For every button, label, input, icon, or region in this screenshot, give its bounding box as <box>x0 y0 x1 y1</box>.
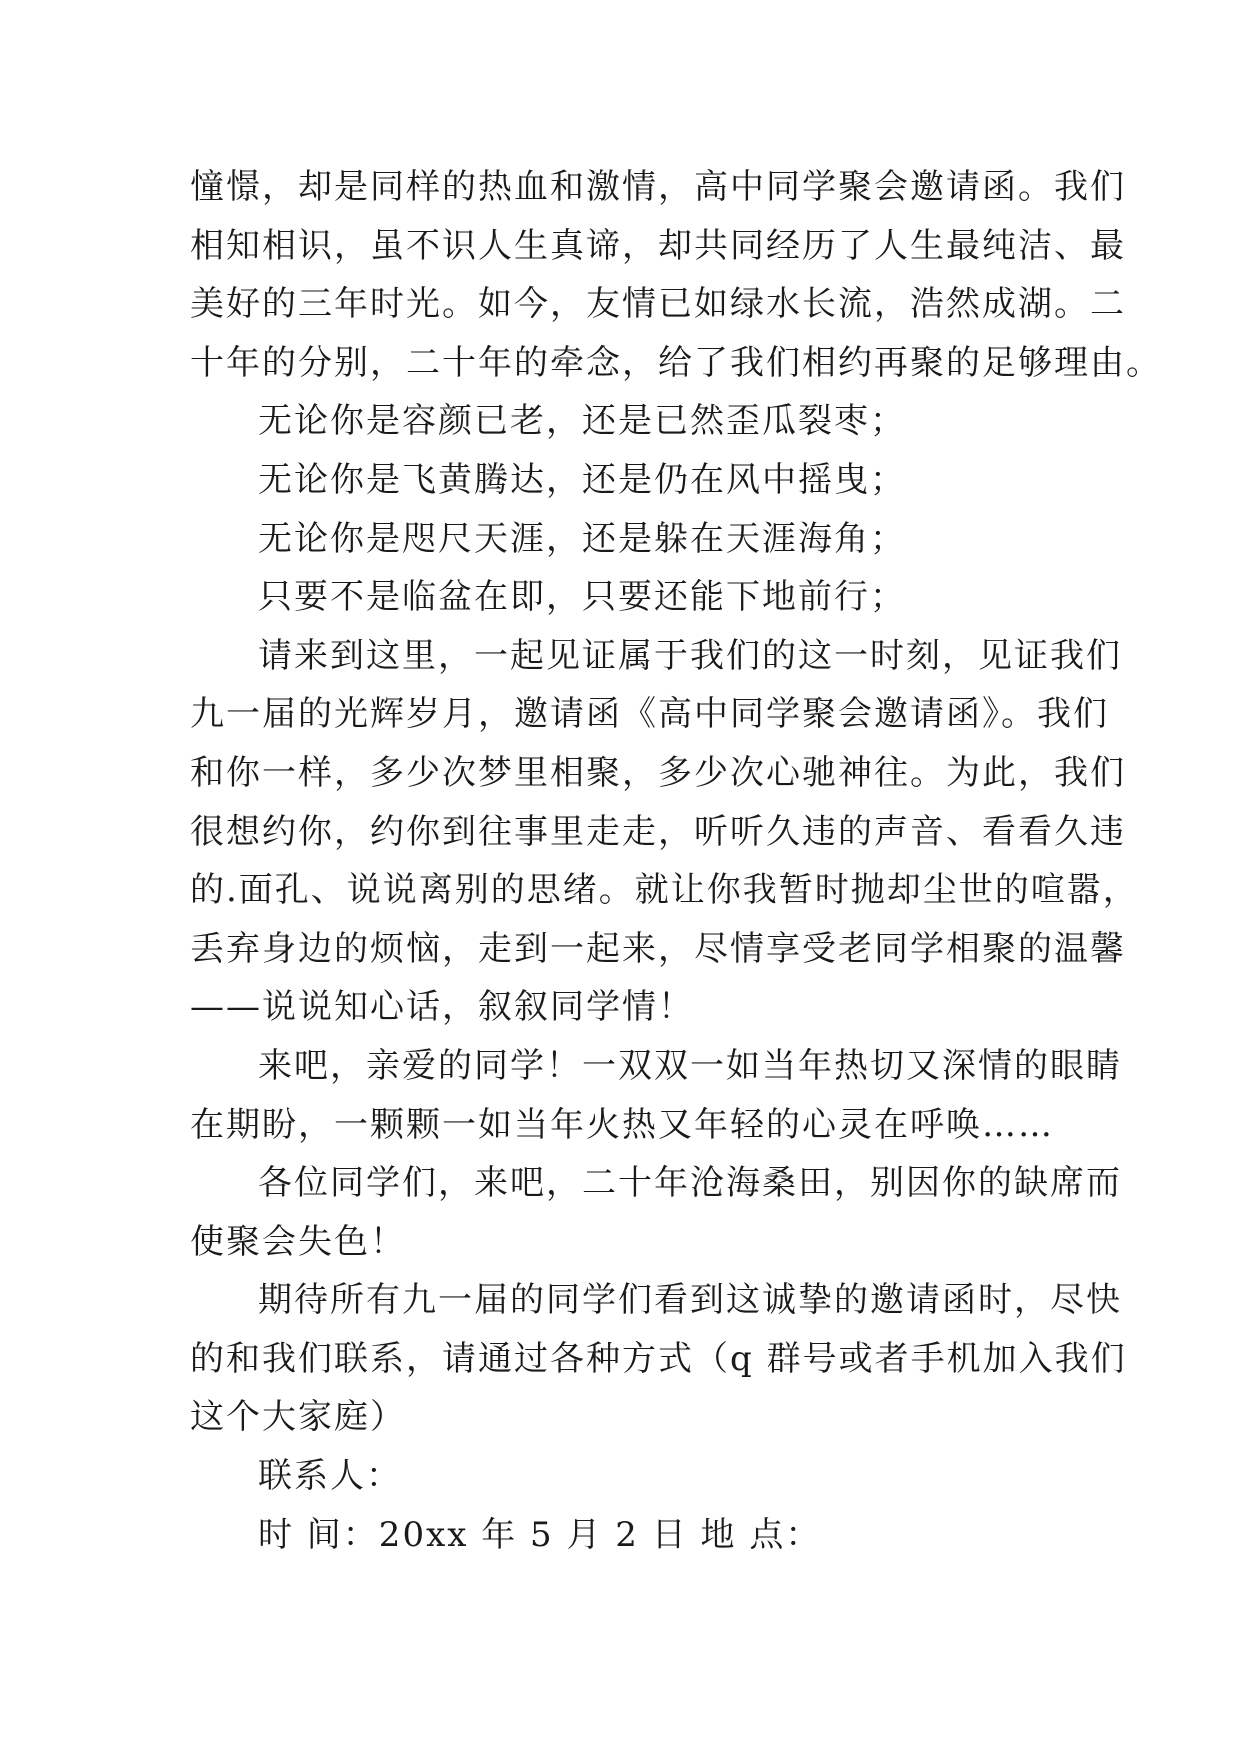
document-body <box>190 158 1162 1564</box>
text-line: 和你一样，多少次梦里相聚，多少次心驰神往。为此，我们 <box>190 752 1126 793</box>
text-line: 的和我们联系，请通过各种方式（q 群号或者手机加入我们 <box>190 1338 1127 1379</box>
text-line: 丢弃身边的烦恼，走到一起来，尽情享受老同学相聚的温馨 <box>190 928 1126 969</box>
text-line: 期待所有九一届的同学们看到这诚挚的邀请函时，尽快 <box>258 1280 1122 1321</box>
text-line: 憧憬，却是同样的热血和激情，高中同学聚会邀请函。我们 <box>190 167 1126 207</box>
text-line: 这个大家庭） <box>190 1397 406 1438</box>
text-line: 请来到这里，一起见证属于我们的这一时刻，见证我们 <box>258 635 1122 676</box>
text-line: 各位同学们，来吧，二十年沧海桑田，别因你的缺席而 <box>258 1163 1122 1204</box>
text-line: 无论你是飞黄腾达，还是仍在风中摇曳； <box>258 459 906 500</box>
text-line: 美好的三年时光。如今，友情已如绿水长流，浩然成湖。二 <box>190 284 1126 325</box>
text-line: 无论你是咫尺天涯，还是躲在天涯海角； <box>258 518 906 559</box>
text-line: ——说说知心话，叙叙同学情！ <box>190 987 694 1028</box>
text-line: 来吧，亲爱的同学！一双双一如当年热切又深情的眼睛 <box>258 1045 1122 1086</box>
text-line: 的.面孔、说说离别的思绪。就让你我暂时抛却尘世的喧嚣， <box>190 870 1139 911</box>
contact-person-line: 联系人： <box>258 1456 402 1497</box>
text-line: 只要不是临盆在即，只要还能下地前行； <box>258 577 906 618</box>
text-line: 使聚会失色！ <box>190 1221 406 1262</box>
time-location-line: 时 间：20xx 年 5 月 2 日 地 点： <box>258 1514 822 1555</box>
text-line: 相知相识，虽不识人生真谛，却共同经历了人生最纯洁、最 <box>190 225 1126 266</box>
text-line: 在期盼，一颗颗一如当年火热又年轻的心灵在呼唤…… <box>190 1104 1054 1145</box>
text-line: 九一届的光辉岁月，邀请函《高中同学聚会邀请函》。我们 <box>190 694 1109 735</box>
text-line: 十年的分别，二十年的牵念，给了我们相约再聚的足够理由。 <box>190 342 1162 383</box>
text-line: 很想约你，约你到往事里走走，听听久违的声音、看看久违 <box>190 811 1126 852</box>
text-line: 无论你是容颜已老，还是已然歪瓜裂枣； <box>258 401 906 442</box>
